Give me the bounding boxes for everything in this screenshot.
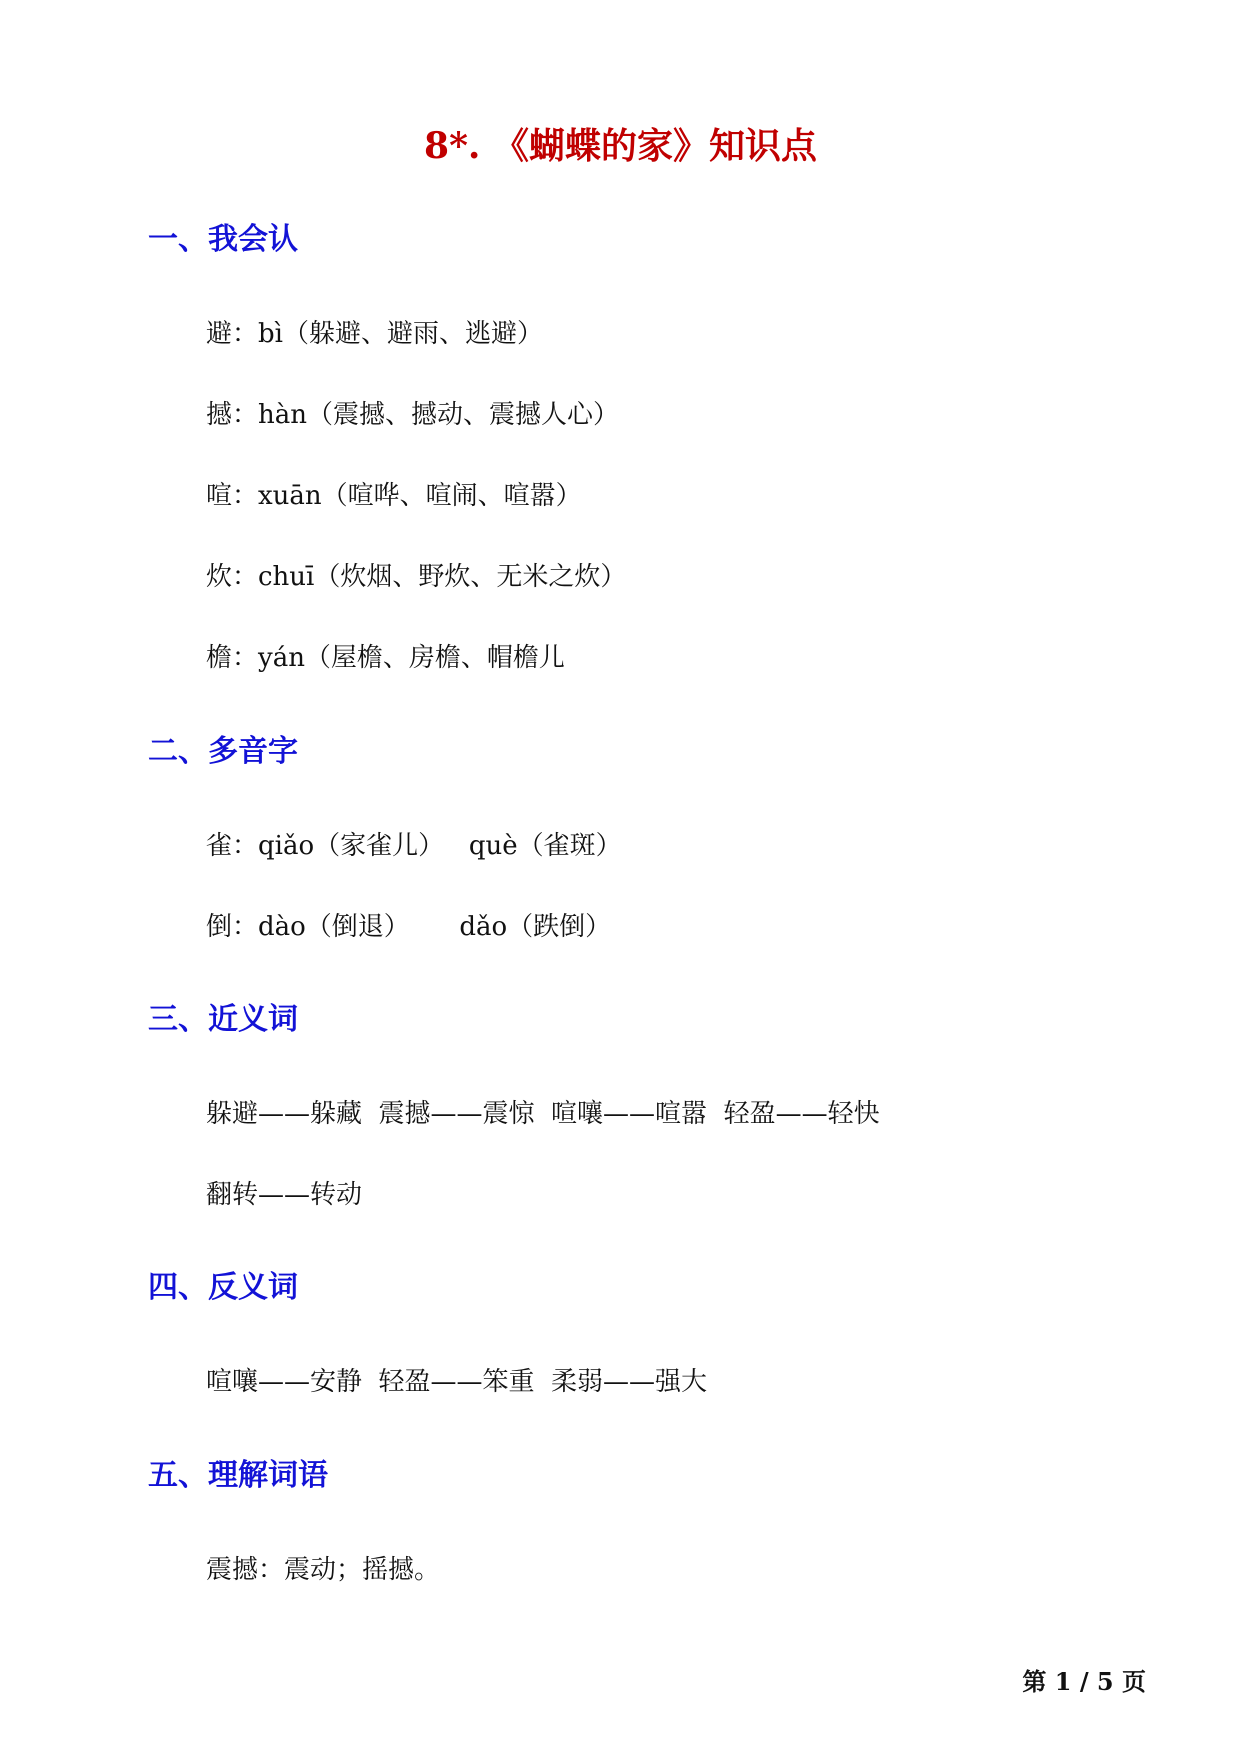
section-heading-antonyms: 四、反义词 <box>148 1270 298 1305</box>
section-heading-recognize: 一、我会认 <box>148 222 298 257</box>
content-line: 倒：dào（倒退） dǎo（跌倒） <box>206 912 612 942</box>
content-line: 檐：yán（屋檐、房檐、帽檐儿 <box>206 643 565 673</box>
page-title: 8*. 《蝴蝶的家》知识点 <box>424 125 817 167</box>
content-line: 避：bì（躲避、避雨、逃避） <box>206 319 543 349</box>
content-line: 躲避——躲藏 震撼——震惊 喧嚷——喧嚣 轻盈——轻快 <box>206 1099 880 1129</box>
page-number: 第 1 / 5 页 <box>1022 1667 1146 1696</box>
content-line: 雀：qiǎo（家雀儿） què（雀斑） <box>206 831 622 861</box>
content-line: 震撼：震动；摇撼。 <box>206 1555 441 1585</box>
content-line: 喧嚷——安静 轻盈——笨重 柔弱——强大 <box>206 1367 708 1397</box>
section-heading-word-meaning: 五、理解词语 <box>148 1458 328 1493</box>
content-line: 喧：xuān（喧哗、喧闹、喧嚣） <box>206 481 582 511</box>
section-heading-polyphones: 二、多音字 <box>148 734 298 769</box>
content-line: 撼：hàn（震撼、撼动、震撼人心） <box>206 400 619 430</box>
content-line: 炊：chuī（炊烟、野炊、无米之炊） <box>206 562 627 592</box>
section-heading-synonyms: 三、近义词 <box>148 1002 298 1037</box>
content-line: 翻转——转动 <box>206 1180 363 1210</box>
